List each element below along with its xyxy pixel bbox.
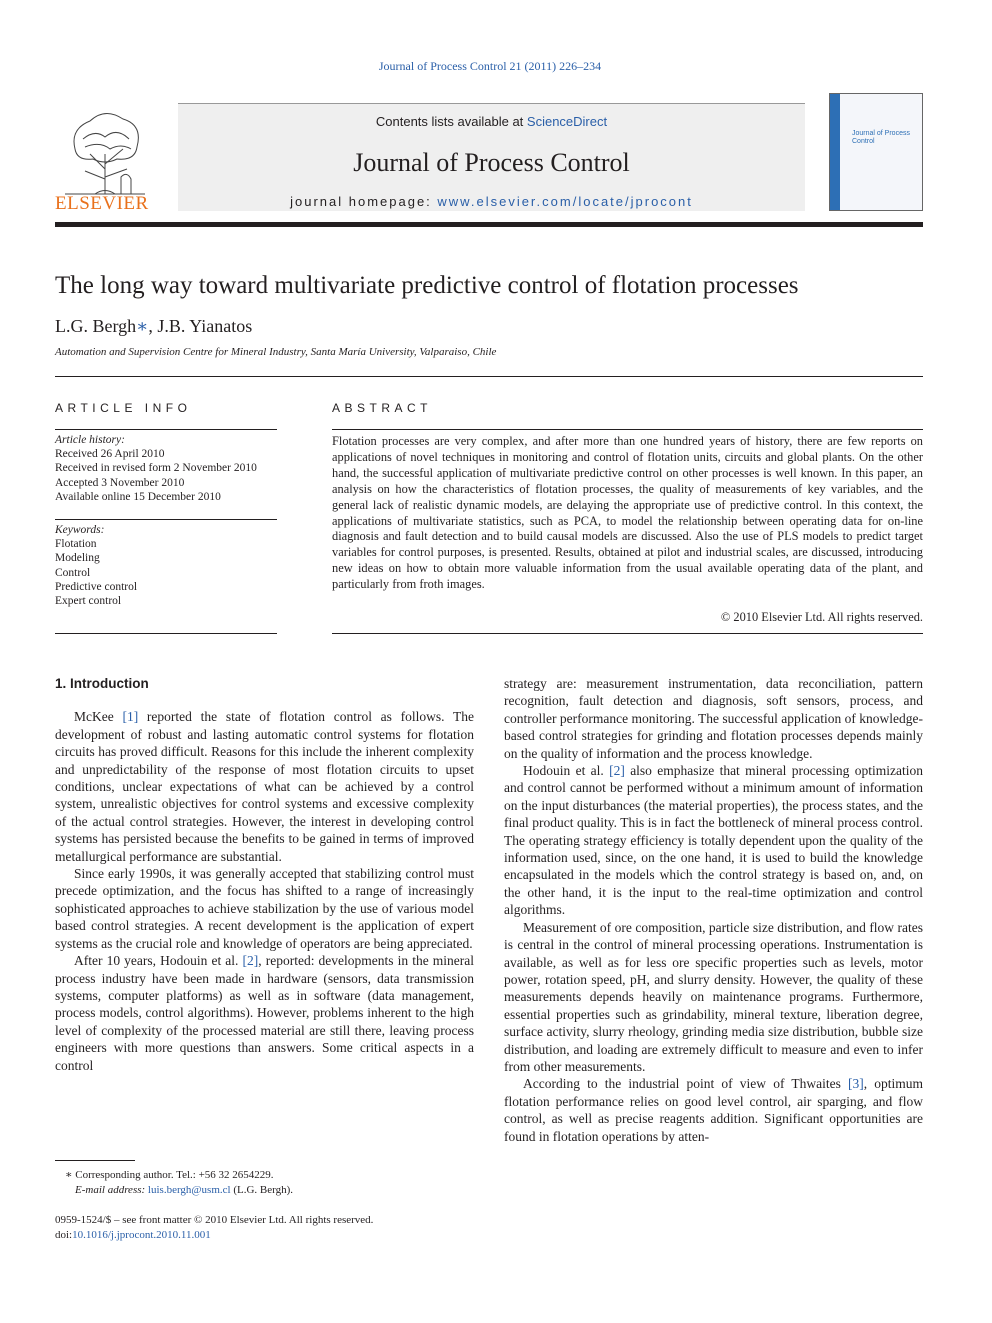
history-item: Received 26 April 2010 <box>55 448 165 461</box>
keyword-item: Expert control <box>55 595 122 608</box>
abstract-divider-bottom <box>332 633 923 634</box>
keyword-item: Modeling <box>55 552 100 565</box>
citation-link[interactable]: [3] <box>847 1076 864 1092</box>
section-heading-introduction: 1. Introduction <box>55 676 149 691</box>
author-bergh: L.G. Bergh <box>55 316 137 336</box>
paragraph: McKee [1] reported the state of flotation control as follows. The development of robust and lasting automatic control systems for flotation circuits has proved difficult. Reasons for this include the inherent complexity and unpredictability of the response of most flotation circuits to upset conditions, unclear expectations of what can be achieved by a control system, unrealistic objectives for control systems and excessive complexity of the actual control strategies. However, the interest in developing control systems has persisted because the benefits to be gained in terms of improved metallurgical performance are substantial. <box>55 709 474 864</box>
doi-line: doi:10.1016/j.jprocont.2010.11.001 <box>55 1229 211 1241</box>
info-divider-mid <box>55 519 277 520</box>
keyword-item: Control <box>55 566 91 579</box>
affiliation: Automation and Supervision Centre for Mineral Industry, Santa María University, Valparaiso, Chile <box>55 346 497 358</box>
citation-link[interactable]: [2] <box>609 763 625 779</box>
journal-header <box>55 93 923 223</box>
info-divider-top <box>55 429 277 430</box>
keyword-item: Flotation <box>55 538 97 551</box>
abstract-heading: ABSTRACT <box>332 401 433 415</box>
keyword-item: Predictive control <box>55 580 138 593</box>
journal-reference[interactable]: Journal of Process Control 21 (2011) 226–234 <box>378 59 602 73</box>
journal-title: Journal of Process Control <box>353 148 630 177</box>
keywords-label: Keywords: <box>55 524 105 536</box>
journal-banner <box>178 103 805 211</box>
doi-link[interactable]: 10.1016/j.jprocont.2010.11.001 <box>72 1229 211 1241</box>
footnote <box>55 1168 474 1198</box>
paragraph: Since early 1990s, it was generally accepted that stabilizing control must precede optimization, and the focus has shifted to a range of increasingly sophisticated approaches to achieve stabilization by the use of various model based control strategies. A recent development is the application of expert systems as the crucial role and knowledge of operators are being appreciated. <box>55 866 474 951</box>
email-link[interactable]: luis.bergh@usm.cl <box>147 1184 231 1196</box>
sciencedirect-link[interactable]: ScienceDirect <box>526 114 608 129</box>
paragraph: After 10 years, Hodouin et al. [2], reported: developments in the mineral process industry have been made in hardware (sensors, data transmission systems, computer platforms) as well as in software (data management, process models, control algorithms). However, problems inherent to the high level of complexity of the processed material are still there, leaving process engineers with more questions than answers. Some critical aspects in a control <box>55 953 475 1073</box>
journal-cover-thumbnail <box>829 93 923 211</box>
body-left-column <box>55 675 474 1074</box>
paragraph: According to the industrial point of view of Thwaites [3], optimum flotation performance relies on good level control, air sparging, and flow control, as well as precise reagents addition. Significant opportunities are found in flotation operations by atten- <box>504 1076 923 1144</box>
page-footer <box>55 1213 474 1243</box>
citation-link[interactable]: [2] <box>242 953 259 969</box>
keywords <box>55 523 277 608</box>
issn-line: 0959-1524/$ – see front matter © 2010 Elsevier Ltd. All rights reserved. <box>55 1214 374 1226</box>
abstract-copyright: © 2010 Elsevier Ltd. All rights reserved. <box>720 610 923 624</box>
footnote-email: E-mail address: luis.bergh@usm.cl (L.G. Bergh). <box>75 1184 294 1196</box>
elsevier-wordmark: ELSEVIER <box>55 193 149 214</box>
title-divider <box>55 376 923 377</box>
history-item: Accepted 3 November 2010 <box>55 476 185 489</box>
citation-link[interactable]: [1] <box>122 709 139 725</box>
footnote-divider <box>55 1160 135 1161</box>
history-item: Received in revised form 2 November 2010 <box>55 462 257 475</box>
history-label: Article history: <box>55 434 125 446</box>
corresponding-author-mark[interactable]: ∗ <box>136 316 149 336</box>
body-right-column <box>504 675 923 1145</box>
cover-title: Journal of Process Control <box>852 130 910 145</box>
abstract-text: Flotation processes are very complex, and after more than one hundred years of history, there are few reports on applications of novel techniques in monitoring and control of flotation units, circuits and global plants. On the other hand, the successful application of multivariate predictive control on other processes is well known. In this paper, an analysis on how the characteristics of flotation processes, the quality of measurements of key variables, and the general lack of realistic dynamic models, are delaying the appropriate use of predictive control. In this context, the applications of multivariate statistics, such as PCA, to model the relationship between operating data for on-line diagnosis and fault detection and to build causal models are discussed. Also the use of PLS models to predict target variables for control purposes, is presented. Results, obtained at pilot and industrial scales, are discussed, introducing new ideas on how to obtain more valuable information from the usual available operating data of the plant, and particularly from froth images. <box>332 434 923 592</box>
cover-stripe <box>830 94 840 210</box>
paragraph: strategy are: measurement instrumentation, data reconciliation, pattern recognition, fault detection and diagnosis, soft sensors, process, and controller performance monitoring. The successful application of knowledge-based control strategies for grinding and flotation processes depends mainly on the quality of information and the process knowledge. <box>504 676 923 761</box>
author-yianatos: , J.B. Yianatos <box>148 316 253 336</box>
abstract-divider-top <box>332 429 923 430</box>
history-item: Available online 15 December 2010 <box>55 490 221 503</box>
article-history <box>55 433 277 504</box>
info-divider-bottom <box>55 633 277 634</box>
paragraph: Hodouin et al. [2] also emphasize that mineral processing optimization and control cannot be performed without a minimum amount of information on the input disturbances (the material properties), the process states, and the final product quality. This is in fact the bottleneck of mineral process control. The operating strategy efficiency is totally dependent upon the quality of the information used, since, on the one hand, it is used to build the knowledge encapsulated in the models which the control strategy is based on, and, on the other hand, it is the input to the real-time optimization and control algorithms. <box>504 763 923 918</box>
homepage-link[interactable]: www.elsevier.com/locate/jprocont <box>437 194 693 209</box>
article-title: The long way toward multivariate predictive control of flotation processes <box>55 272 799 299</box>
footnote-corresponding: ∗ Corresponding author. Tel.: +56 32 2654229. <box>65 1169 274 1181</box>
homepage-line: journal homepage: www.elsevier.com/locate/jprocont <box>290 194 693 209</box>
author-list <box>55 316 252 337</box>
article-info-heading: ARTICLE INFO <box>55 401 192 415</box>
contents-line: Contents lists available at ScienceDirect <box>375 114 608 129</box>
paragraph: Measurement of ore composition, particle size distribution, and flow rates is central in the control of mineral processing operations. Instrumentation is available, as well as for less ore specific properties such as levels, motor power, rotation speed, pH, and slurry density. However, the quality of these measurements depends heavily on maintenance programs. Furthermore, essential properties such as grindability, mineral texture, liberation degree, surface activity, slurry rheology, grinding media size distribution, bubble size distribution, and loading are extremely difficult to measure and even to infer from other measurements. <box>504 919 923 1074</box>
header-rule <box>55 222 923 227</box>
